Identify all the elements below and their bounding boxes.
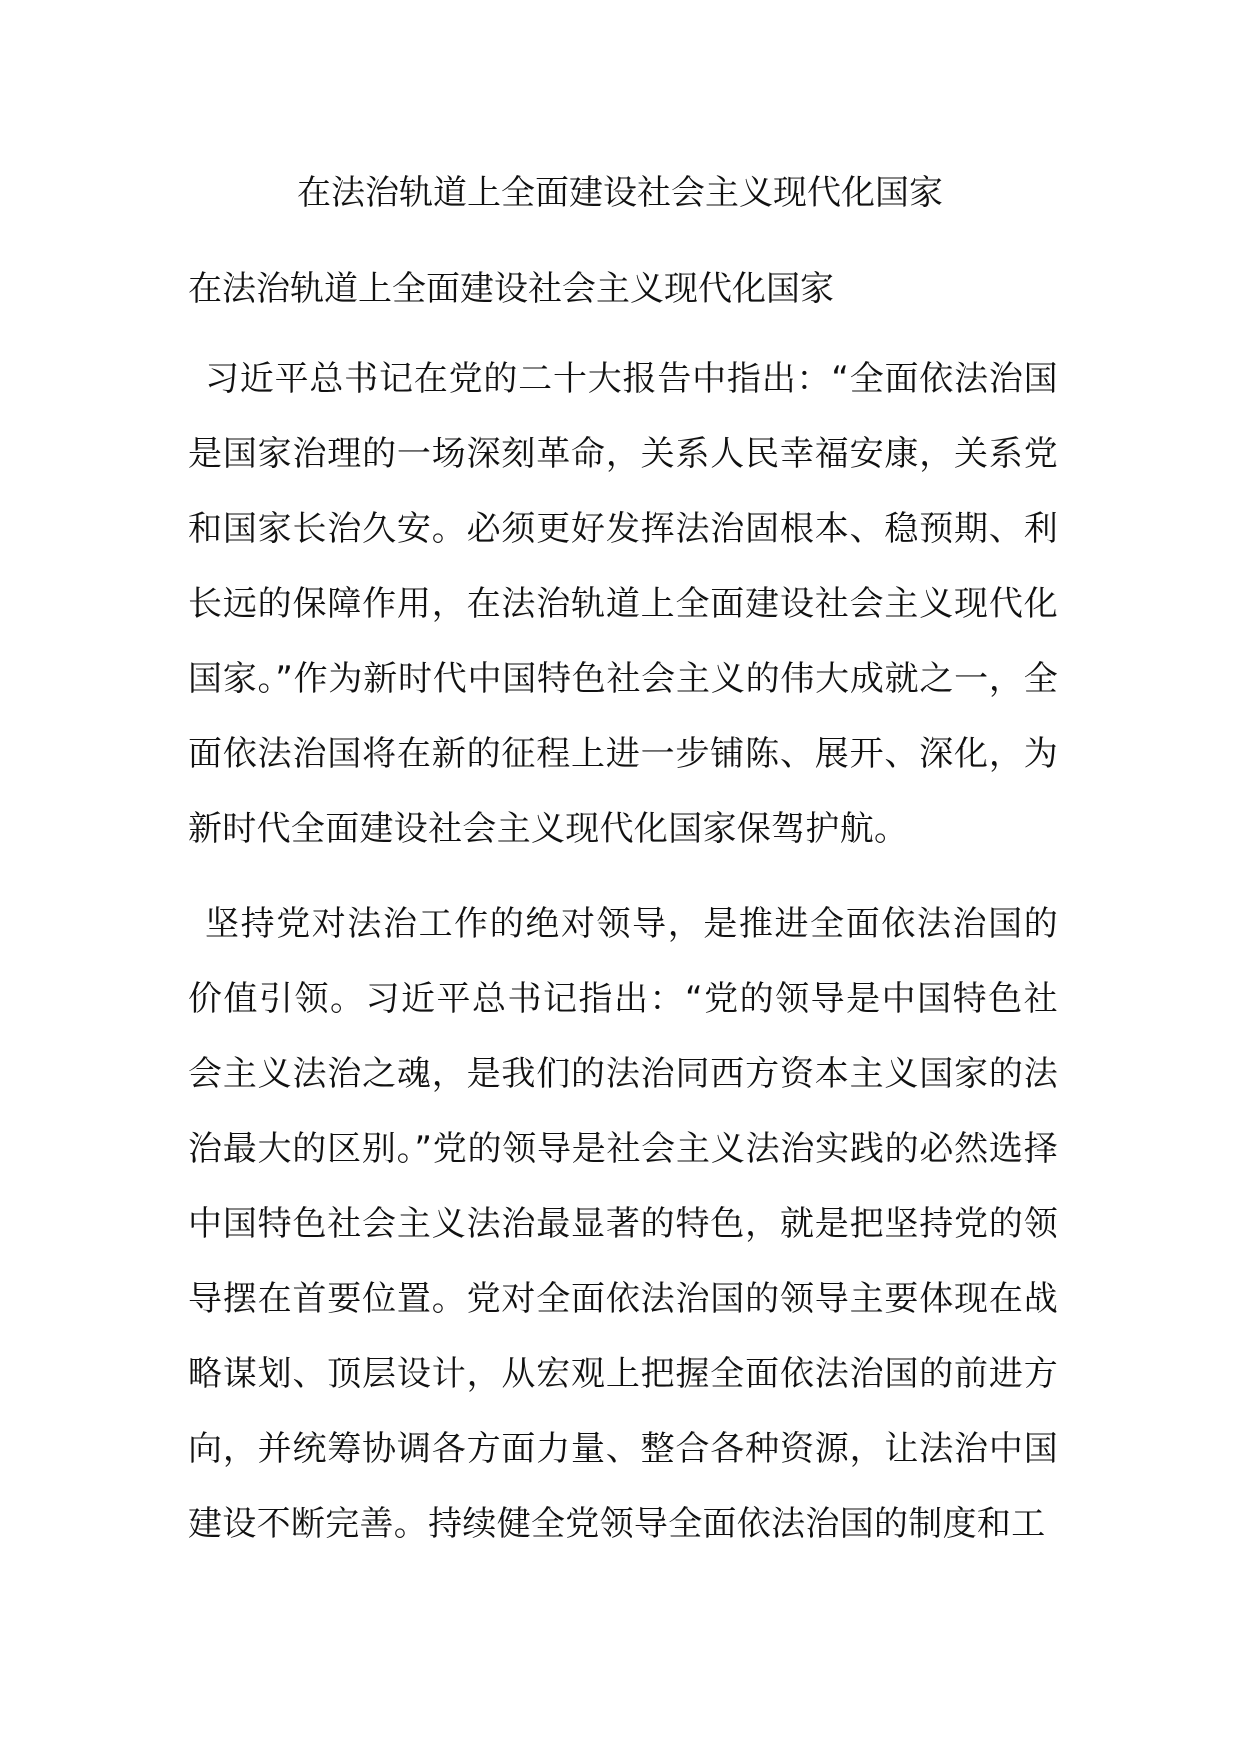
- document-subtitle: 在法治轨道上全面建设社会主义现代化国家: [188, 269, 834, 309]
- body-paragraph-2: 坚持党对法治工作的绝对领导，是推进全面依法治国的价值引领。习近平总书记指出：“党的领导是中国特色社会主义法治之魂，是我们的法治同西方资本主义国家的法治最大的区别。”党的领导是社会主义法治实践的必然选择中国特色社会主义法治最显著的特色，就是把坚持党的领导摆在首要位置。党对全面依法治国的领导主要体现在战略谋划、顶层设计，从宏观上把握全面依法治国的前进方向，并统筹协调各方面力量、整合各种资源，让法治中国建设不断完善。持续健全党领导全面依法治国的制度和工: [188, 904, 1058, 1544]
- document-title: 在法治轨道上全面建设社会主义现代化国家: [297, 173, 943, 213]
- body-paragraph-1: 习近平总书记在党的二十大报告中指出：“全面依法治国是国家治理的一场深刻革命，关系人民幸福安康，关系党和国家长治久安。必须更好发挥法治固根本、稳预期、利长远的保障作用，在法治轨道上全面建设社会主义现代化国家。”作为新时代中国特色社会主义的伟大成就之一，全面依法治国将在新的征程上进一步铺陈、展开、深化，为新时代全面建设社会主义现代化国家保驾护航。: [188, 359, 1058, 849]
